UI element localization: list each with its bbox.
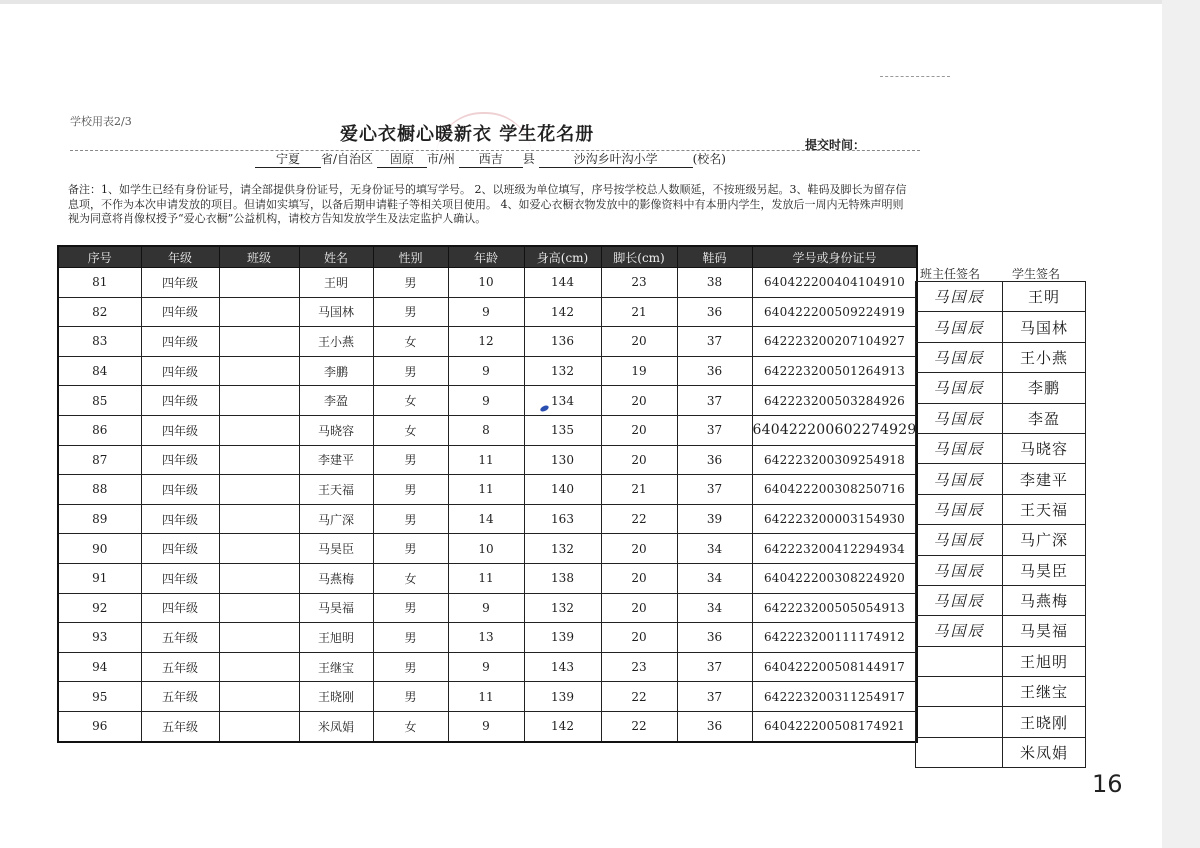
grade-cell: 四年级 — [141, 386, 219, 416]
gender-cell: 男 — [373, 475, 448, 505]
height-cell: 132 — [524, 534, 601, 564]
roster-table — [57, 245, 918, 743]
signature-body — [916, 282, 1086, 768]
col-header: 年龄 — [448, 246, 524, 268]
signature-row — [916, 677, 1086, 707]
name-cell: 马国林 — [299, 297, 373, 327]
foot-length-cell: 22 — [601, 504, 677, 534]
class-cell — [219, 711, 299, 741]
age-cell: 11 — [448, 563, 524, 593]
student-signature-header: 学生签名 — [1012, 267, 1061, 281]
student-signature: 米凤娟 — [1003, 737, 1086, 767]
row-number: 82 — [58, 297, 141, 327]
signature-row — [916, 373, 1086, 403]
table-row — [58, 268, 917, 298]
gender-cell: 男 — [373, 268, 448, 298]
table-row — [58, 386, 917, 416]
name-cell: 李盈 — [299, 386, 373, 416]
teacher-signature: 马国辰 — [916, 494, 1003, 524]
student-signature: 王继宝 — [1003, 677, 1086, 707]
gender-cell: 男 — [373, 445, 448, 475]
id-number-cell: 642223200311254917 — [752, 682, 917, 712]
signature-row — [916, 737, 1086, 767]
table-row — [58, 682, 917, 712]
grade-cell: 四年级 — [141, 534, 219, 564]
student-signature: 马燕梅 — [1003, 585, 1086, 615]
class-cell — [219, 415, 299, 445]
foot-length-cell: 20 — [601, 327, 677, 357]
foot-length-cell: 23 — [601, 652, 677, 682]
id-number-cell: 642223200207104927 — [752, 327, 917, 357]
class-cell — [219, 623, 299, 653]
col-header: 鞋码 — [677, 246, 752, 268]
gender-cell: 男 — [373, 593, 448, 623]
signature-row — [916, 464, 1086, 494]
age-cell: 13 — [448, 623, 524, 653]
teacher-signature: 马国辰 — [916, 585, 1003, 615]
grade-cell: 四年级 — [141, 475, 219, 505]
foot-length-cell: 22 — [601, 682, 677, 712]
table-row — [58, 652, 917, 682]
signature-row — [916, 433, 1086, 463]
student-signature: 马广深 — [1003, 525, 1086, 555]
foot-length-cell: 20 — [601, 445, 677, 475]
age-cell: 8 — [448, 415, 524, 445]
shoe-size-cell: 36 — [677, 356, 752, 386]
height-cell: 142 — [524, 297, 601, 327]
shoe-size-cell: 37 — [677, 327, 752, 357]
height-cell: 142 — [524, 711, 601, 741]
height-cell: 135 — [524, 415, 601, 445]
height-cell: 134 — [524, 386, 601, 416]
grade-cell: 四年级 — [141, 504, 219, 534]
table-row — [58, 711, 917, 741]
age-cell: 9 — [448, 297, 524, 327]
shoe-size-cell: 38 — [677, 268, 752, 298]
class-cell — [219, 504, 299, 534]
row-number: 83 — [58, 327, 141, 357]
table-row — [58, 415, 917, 445]
grade-cell: 四年级 — [141, 593, 219, 623]
teacher-signature-header: 班主任签名 — [920, 267, 981, 281]
teacher-signature — [916, 646, 1003, 676]
gender-cell: 女 — [373, 711, 448, 741]
age-cell: 9 — [448, 593, 524, 623]
id-number-cell: 642223200412294934 — [752, 534, 917, 564]
name-cell: 米凤娟 — [299, 711, 373, 741]
school-suffix: (校名) — [692, 152, 726, 166]
table-row — [58, 445, 917, 475]
gender-cell: 女 — [373, 386, 448, 416]
grade-cell: 四年级 — [141, 297, 219, 327]
grade-cell: 四年级 — [141, 356, 219, 386]
height-cell: 132 — [524, 593, 601, 623]
row-number: 86 — [58, 415, 141, 445]
gender-cell: 女 — [373, 563, 448, 593]
student-signature: 马昊福 — [1003, 616, 1086, 646]
shoe-size-cell: 37 — [677, 386, 752, 416]
city-suffix: 市/州 — [426, 152, 455, 166]
faint-rule — [880, 76, 950, 77]
table-row — [58, 356, 917, 386]
age-cell: 9 — [448, 652, 524, 682]
height-cell: 130 — [524, 445, 601, 475]
id-number-cell: 642223200501264913 — [752, 356, 917, 386]
submit-time-label: 提交时间： — [805, 138, 866, 152]
id-number-cell: 640422200308224920 — [752, 563, 917, 593]
grade-cell: 五年级 — [141, 623, 219, 653]
county-suffix: 县 — [522, 152, 535, 166]
shoe-size-cell: 39 — [677, 504, 752, 534]
name-cell: 马广深 — [299, 504, 373, 534]
signature-row — [916, 555, 1086, 585]
foot-length-cell: 20 — [601, 563, 677, 593]
shoe-size-cell: 34 — [677, 563, 752, 593]
student-signature: 王明 — [1003, 282, 1086, 312]
shoe-size-cell: 37 — [677, 475, 752, 505]
teacher-signature: 马国辰 — [916, 555, 1003, 585]
grade-cell: 五年级 — [141, 652, 219, 682]
row-number: 81 — [58, 268, 141, 298]
name-cell: 王小燕 — [299, 327, 373, 357]
id-number-cell: 640422200308250716 — [752, 475, 917, 505]
row-number: 95 — [58, 682, 141, 712]
age-cell: 12 — [448, 327, 524, 357]
student-signature: 李鹏 — [1003, 373, 1086, 403]
grade-cell: 四年级 — [141, 445, 219, 475]
height-cell: 138 — [524, 563, 601, 593]
name-cell: 王晓刚 — [299, 682, 373, 712]
gender-cell: 女 — [373, 415, 448, 445]
height-cell: 139 — [524, 623, 601, 653]
id-number-cell: 642223200309254918 — [752, 445, 917, 475]
col-header: 年级 — [141, 246, 219, 268]
row-number: 93 — [58, 623, 141, 653]
shoe-size-cell: 36 — [677, 297, 752, 327]
teacher-signature: 马国辰 — [916, 282, 1003, 312]
gender-cell: 男 — [373, 356, 448, 386]
notes-text: 备注：1、如学生已经有身份证号，请全部提供身份证号，无身份证号的填写学号。 2、以班级为单位填写，序号按学校总人数顺延，不按班级另起。3、鞋码及脚长为留存信息项，不作为本次申请发放的项目。但请如实填写，以备后期申请鞋子等相关项目使用。 4、如爱心衣橱衣物发放中的影像资料中有本册内学生，发放后一周内无特殊声明则视为同意将肖像权授予“爱心衣橱”公益机构，请校方告知发放学生及法定监护人确认。 — [68, 183, 907, 225]
foot-length-cell: 22 — [601, 711, 677, 741]
id-number-cell: 642223200503284926 — [752, 386, 917, 416]
row-number: 96 — [58, 711, 141, 741]
county-field: 西吉 — [459, 150, 523, 168]
name-cell: 李建平 — [299, 445, 373, 475]
teacher-signature: 马国辰 — [916, 342, 1003, 372]
age-cell: 14 — [448, 504, 524, 534]
height-cell: 143 — [524, 652, 601, 682]
table-row — [58, 593, 917, 623]
grade-cell: 四年级 — [141, 415, 219, 445]
student-signature: 王小燕 — [1003, 342, 1086, 372]
signature-row — [916, 616, 1086, 646]
signature-row — [916, 585, 1086, 615]
table-row — [58, 623, 917, 653]
id-number-cell: 640422200602274929 — [752, 415, 917, 445]
id-number-cell: 640422200404104910 — [752, 268, 917, 298]
student-signature: 王旭明 — [1003, 646, 1086, 676]
school-use-label: 学校用表2/3 — [70, 115, 132, 128]
col-header: 学号或身份证号 — [752, 246, 917, 268]
city-field: 固原 — [377, 150, 427, 168]
signature-row — [916, 403, 1086, 433]
id-number-cell: 642223200003154930 — [752, 504, 917, 534]
row-number: 90 — [58, 534, 141, 564]
teacher-signature: 马国辰 — [916, 373, 1003, 403]
gender-cell: 男 — [373, 534, 448, 564]
class-cell — [219, 445, 299, 475]
class-cell — [219, 386, 299, 416]
foot-length-cell: 20 — [601, 534, 677, 564]
age-cell: 9 — [448, 386, 524, 416]
row-number: 91 — [58, 563, 141, 593]
age-cell: 9 — [448, 711, 524, 741]
id-number-cell: 640422200508174921 — [752, 711, 917, 741]
scan-edge-right — [1162, 0, 1200, 848]
roster-table-wrap — [57, 245, 918, 743]
col-header: 身高(cm) — [524, 246, 601, 268]
row-number: 89 — [58, 504, 141, 534]
shoe-size-cell: 37 — [677, 652, 752, 682]
age-cell: 11 — [448, 475, 524, 505]
class-cell — [219, 327, 299, 357]
grade-cell: 四年级 — [141, 563, 219, 593]
row-number: 88 — [58, 475, 141, 505]
teacher-signature: 马国辰 — [916, 464, 1003, 494]
student-signature: 王天福 — [1003, 494, 1086, 524]
student-signature: 马昊臣 — [1003, 555, 1086, 585]
row-number: 92 — [58, 593, 141, 623]
teacher-signature — [916, 707, 1003, 737]
shoe-size-cell: 37 — [677, 415, 752, 445]
class-cell — [219, 356, 299, 386]
roster-body — [58, 268, 917, 742]
foot-length-cell: 20 — [601, 415, 677, 445]
page-title: 爱心衣橱心暖新衣 学生花名册 — [340, 124, 595, 145]
teacher-signature: 马国辰 — [916, 403, 1003, 433]
school-field: 沙沟乡叶沟小学 — [539, 150, 693, 168]
row-number: 94 — [58, 652, 141, 682]
province-field: 宁夏 — [255, 150, 321, 168]
class-cell — [219, 475, 299, 505]
shoe-size-cell: 34 — [677, 534, 752, 564]
height-cell: 132 — [524, 356, 601, 386]
age-cell: 11 — [448, 445, 524, 475]
name-cell: 王旭明 — [299, 623, 373, 653]
name-cell: 王天福 — [299, 475, 373, 505]
shoe-size-cell: 36 — [677, 623, 752, 653]
class-cell — [219, 593, 299, 623]
class-cell — [219, 563, 299, 593]
gender-cell: 女 — [373, 327, 448, 357]
teacher-signature: 马国辰 — [916, 312, 1003, 342]
age-cell: 10 — [448, 534, 524, 564]
name-cell: 王继宝 — [299, 652, 373, 682]
foot-length-cell: 19 — [601, 356, 677, 386]
age-cell: 10 — [448, 268, 524, 298]
table-row — [58, 297, 917, 327]
height-cell: 140 — [524, 475, 601, 505]
gender-cell: 男 — [373, 504, 448, 534]
signature-row — [916, 494, 1086, 524]
foot-length-cell: 21 — [601, 297, 677, 327]
id-number-cell: 640422200509224919 — [752, 297, 917, 327]
shoe-size-cell: 36 — [677, 445, 752, 475]
height-cell: 136 — [524, 327, 601, 357]
shoe-size-cell: 36 — [677, 711, 752, 741]
name-cell: 马晓容 — [299, 415, 373, 445]
height-cell: 139 — [524, 682, 601, 712]
student-signature: 李建平 — [1003, 464, 1086, 494]
gender-cell: 男 — [373, 682, 448, 712]
page-number: 16 — [1092, 770, 1123, 798]
col-header: 序号 — [58, 246, 141, 268]
name-cell: 李鹏 — [299, 356, 373, 386]
foot-length-cell: 23 — [601, 268, 677, 298]
id-number-cell: 640422200508144917 — [752, 652, 917, 682]
signature-row — [916, 707, 1086, 737]
signature-row — [916, 312, 1086, 342]
row-number: 87 — [58, 445, 141, 475]
teacher-signature — [916, 737, 1003, 767]
name-cell: 马昊臣 — [299, 534, 373, 564]
age-cell: 9 — [448, 356, 524, 386]
teacher-signature: 马国辰 — [916, 525, 1003, 555]
id-number-cell: 642223200505054913 — [752, 593, 917, 623]
table-row — [58, 327, 917, 357]
teacher-signature: 马国辰 — [916, 433, 1003, 463]
col-header: 性别 — [373, 246, 448, 268]
shoe-size-cell: 34 — [677, 593, 752, 623]
signature-row — [916, 282, 1086, 312]
foot-length-cell: 20 — [601, 623, 677, 653]
name-cell: 马昊福 — [299, 593, 373, 623]
foot-length-cell: 21 — [601, 475, 677, 505]
signature-row — [916, 646, 1086, 676]
gender-cell: 男 — [373, 297, 448, 327]
student-signature: 马晓容 — [1003, 433, 1086, 463]
age-cell: 11 — [448, 682, 524, 712]
location-line — [255, 150, 726, 168]
signature-row — [916, 342, 1086, 372]
col-header: 班级 — [219, 246, 299, 268]
student-signature: 王晓刚 — [1003, 707, 1086, 737]
gender-cell: 男 — [373, 652, 448, 682]
gender-cell: 男 — [373, 623, 448, 653]
grade-cell: 四年级 — [141, 327, 219, 357]
row-number: 84 — [58, 356, 141, 386]
class-cell — [219, 268, 299, 298]
class-cell — [219, 297, 299, 327]
class-cell — [219, 652, 299, 682]
col-header: 脚长(cm) — [601, 246, 677, 268]
name-cell: 马燕梅 — [299, 563, 373, 593]
signature-table — [915, 281, 1086, 768]
table-row — [58, 563, 917, 593]
class-cell — [219, 534, 299, 564]
height-cell: 163 — [524, 504, 601, 534]
row-number: 85 — [58, 386, 141, 416]
teacher-signature: 马国辰 — [916, 616, 1003, 646]
grade-cell: 五年级 — [141, 682, 219, 712]
name-cell: 王明 — [299, 268, 373, 298]
table-header-row — [58, 246, 917, 268]
col-header: 姓名 — [299, 246, 373, 268]
shoe-size-cell: 37 — [677, 682, 752, 712]
grade-cell: 五年级 — [141, 711, 219, 741]
signature-row — [916, 525, 1086, 555]
student-signature: 马国林 — [1003, 312, 1086, 342]
province-suffix: 省/自治区 — [321, 152, 374, 166]
student-signature: 李盈 — [1003, 403, 1086, 433]
grade-cell: 四年级 — [141, 268, 219, 298]
table-row — [58, 475, 917, 505]
teacher-signature — [916, 677, 1003, 707]
foot-length-cell: 20 — [601, 386, 677, 416]
table-row — [58, 504, 917, 534]
id-number-cell: 642223200111174912 — [752, 623, 917, 653]
height-cell: 144 — [524, 268, 601, 298]
foot-length-cell: 20 — [601, 593, 677, 623]
class-cell — [219, 682, 299, 712]
table-row — [58, 534, 917, 564]
